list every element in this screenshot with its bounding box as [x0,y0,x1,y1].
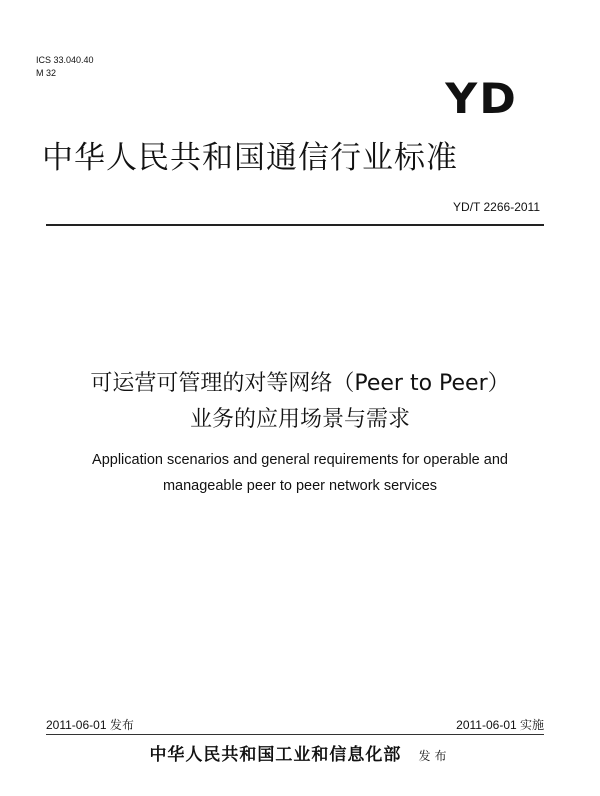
title-en-line2: manageable peer to peer network services [162,478,438,494]
ministry-name: 中华人民共和国工业和信息化部 [149,745,402,765]
yd-logo: YD [444,74,518,123]
implement-date: 2011-06-01 实施 [456,718,544,732]
title-zh-line1: 可运营可管理的对等网络（Peer to Peer） [90,371,510,396]
title-en-line1: Application scenarios and general requirements for operable and [92,452,508,468]
header-divider [46,224,544,226]
ccs-code: M 32 [36,68,57,78]
ministry-action: 发布 [418,749,451,763]
ministry-line [0,740,600,765]
organization-title: 中华人民共和国通信行业标准 [42,140,458,176]
ics-code: ICS 33.040.40 [36,55,94,65]
footer-divider [46,734,544,735]
classification-codes [36,54,94,80]
standard-code: YD/T 2266-2011 [453,200,540,214]
title-zh-line2: 业务的应用场景与需求 [189,407,410,432]
publish-date: 2011-06-01 发布 [46,718,134,732]
